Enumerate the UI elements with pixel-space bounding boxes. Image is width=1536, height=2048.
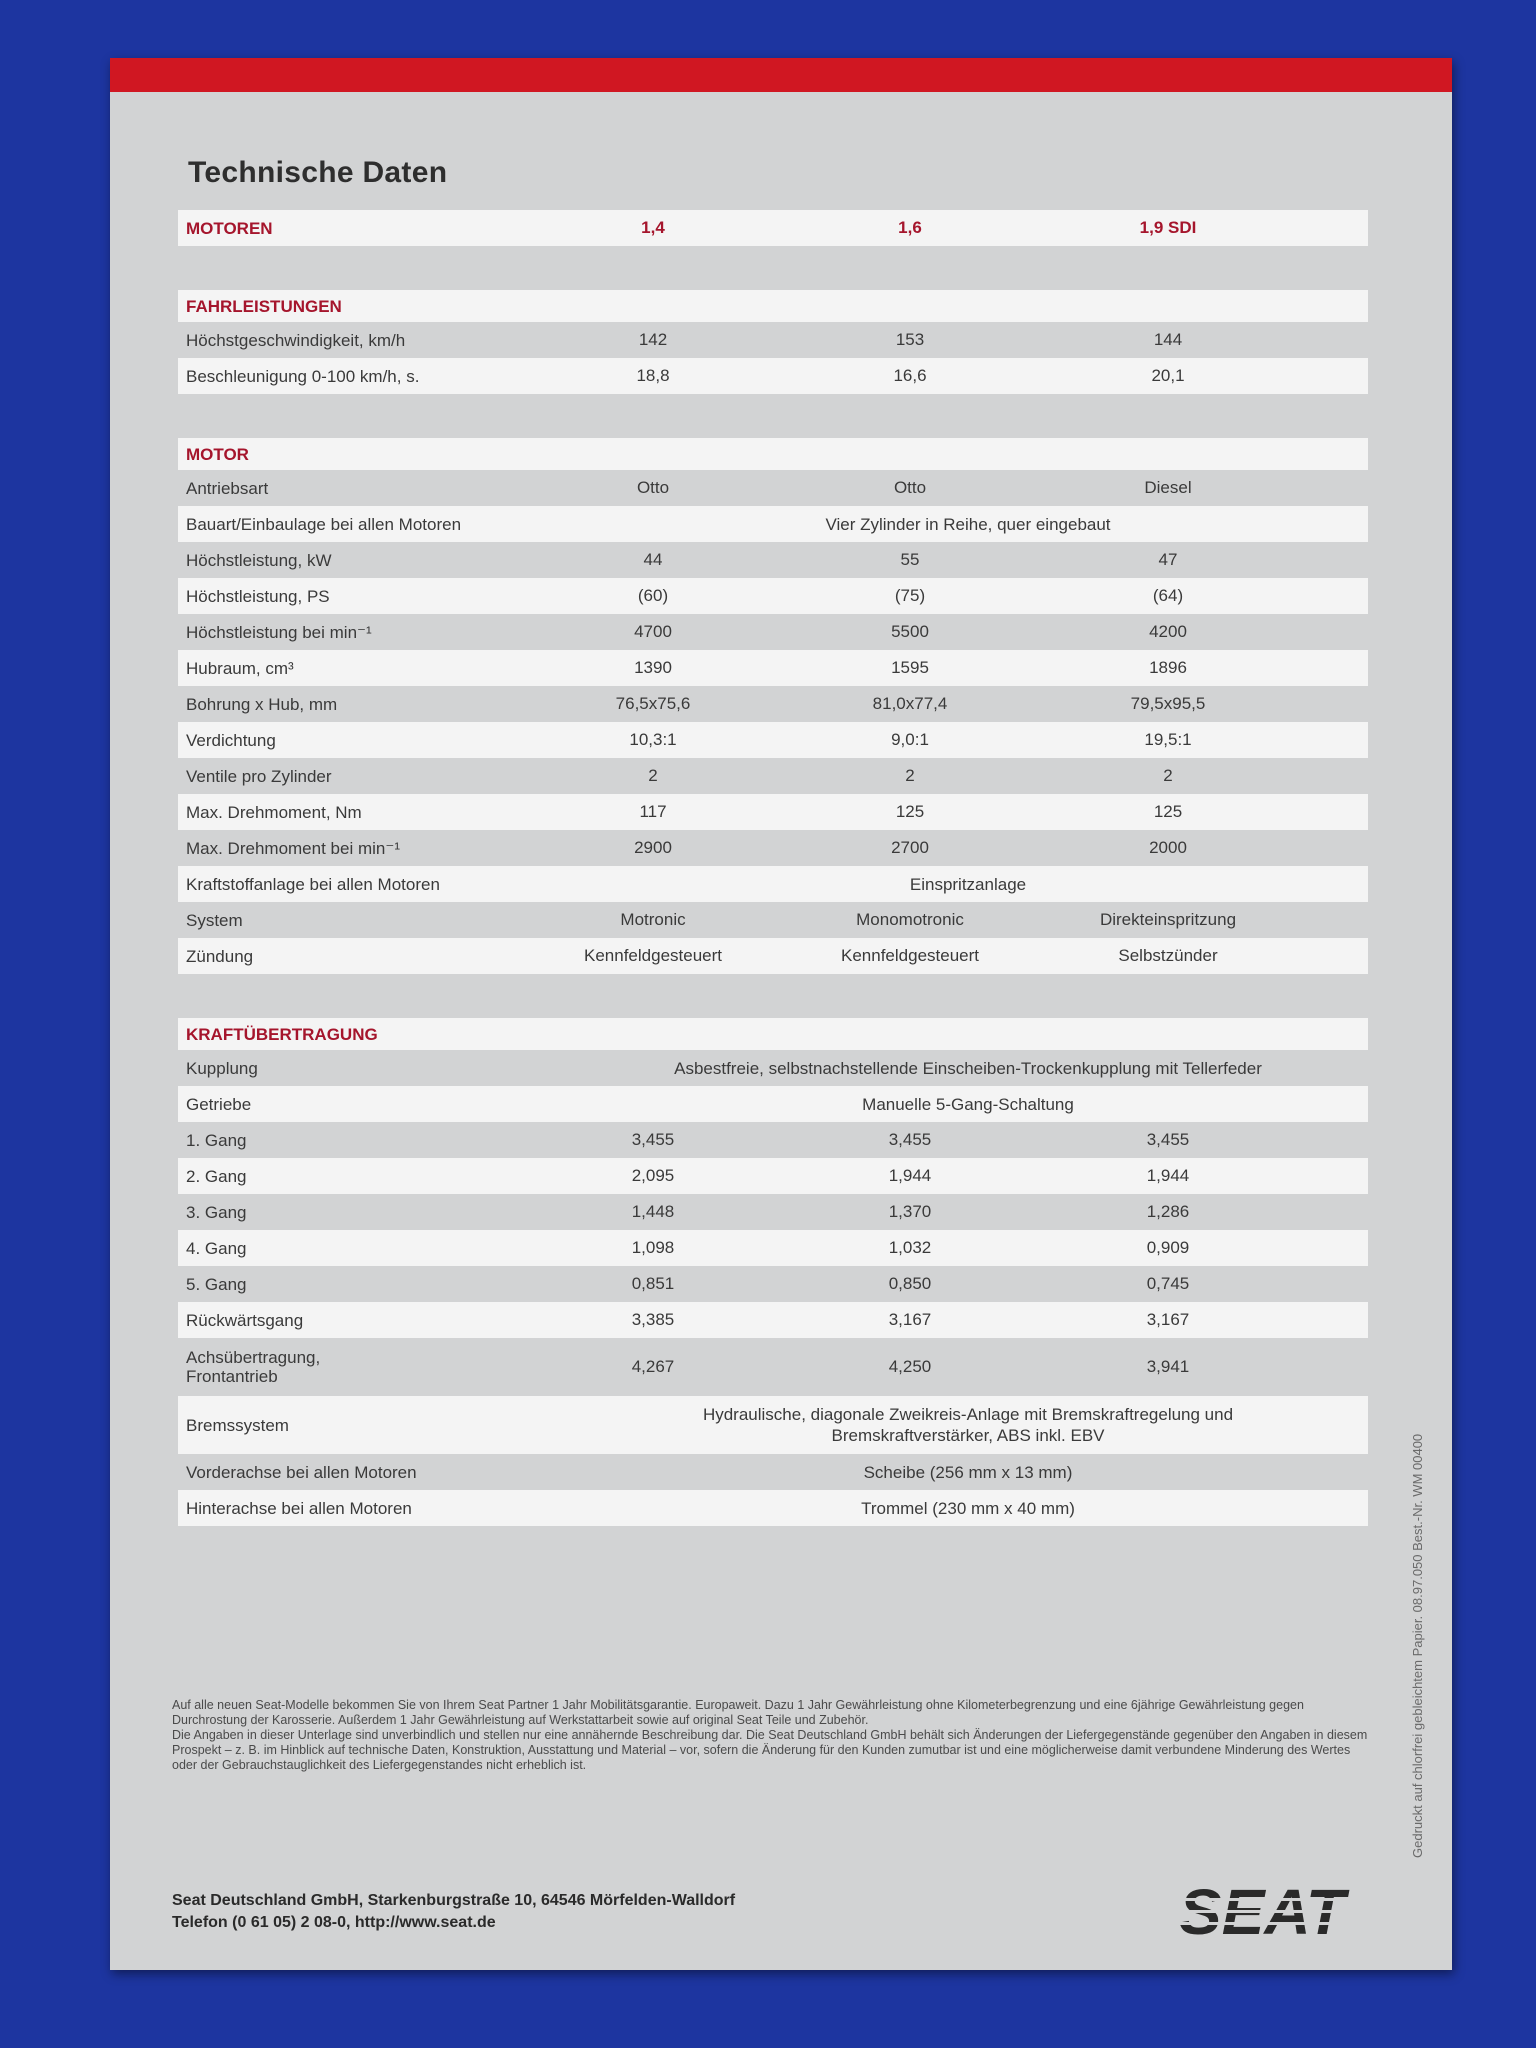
table-row: [178, 794, 1368, 830]
row-value-engine-2: 9,0:1: [891, 730, 929, 749]
row-value-engine-1: 10,3:1: [629, 730, 677, 749]
row-label-text: Antriebsart: [186, 478, 269, 498]
section-motor: [178, 438, 1368, 974]
table-row: [178, 650, 1368, 686]
table-row: [178, 1396, 1368, 1454]
row-value-engine-3: 4200: [1149, 622, 1187, 641]
row-value-engine-2: 2: [905, 766, 915, 785]
row-label-text: Höchstgeschwindigkeit, km/h: [186, 330, 406, 350]
section-fahrleistungen: [178, 290, 1368, 394]
row-value-engine-2: 1,944: [888, 1166, 932, 1185]
spec-table: [178, 210, 1368, 1526]
row-label-text: System: [186, 910, 243, 930]
row-value-engine-3: 2: [1163, 766, 1173, 785]
row-value-engine-3: Diesel: [1144, 478, 1192, 497]
row-value-engine-1: 1,098: [631, 1238, 675, 1257]
row-value-engine-3: 144: [1153, 330, 1183, 349]
row-label: [186, 1239, 586, 1258]
row-label-text: Bauart/Einbaulage bei allen Motoren: [186, 514, 462, 534]
table-row: [178, 506, 1368, 542]
row-label-text: Max. Drehmoment, Nm: [186, 802, 362, 822]
row-value-engine-2: (75): [894, 586, 926, 605]
row-value-engine-3: 20,1: [1151, 366, 1185, 385]
row-value-engine-3: 1896: [1149, 658, 1187, 677]
row-label-text: 5. Gang: [186, 1274, 247, 1294]
row-label: [186, 1095, 586, 1114]
row-value-engine-3: 3,167: [1146, 1310, 1190, 1329]
row-label-text: Ventile pro Zylinder: [186, 766, 332, 786]
row-label: [186, 695, 586, 714]
row-label: [186, 1499, 586, 1518]
table-row: [178, 1158, 1368, 1194]
row-value-engine-3: Direkteinspritzung: [1099, 910, 1237, 929]
seat-logo: [1142, 1880, 1382, 1940]
row-value-engine-3: 1,286: [1146, 1202, 1190, 1221]
table-row: [178, 1086, 1368, 1122]
row-value-engine-3: 19,5:1: [1144, 730, 1192, 749]
row-label: [186, 1131, 586, 1150]
row-value-engine-1: 44: [643, 550, 663, 569]
row-value-engine-3: 0,745: [1146, 1274, 1190, 1293]
table-row: [178, 866, 1368, 902]
table-row: [178, 1230, 1368, 1266]
row-label-text: Beschleunigung 0-100 km/h, s.: [186, 366, 420, 386]
page-title: Technische Daten: [188, 156, 448, 189]
row-label: [186, 911, 586, 930]
row-label: [186, 1275, 586, 1294]
row-value-all-engines: [578, 1404, 1358, 1446]
engines-label: MOTOREN: [186, 218, 273, 238]
row-value-text: Hydraulische, diagonale Zweikreis-Anlage mit Bremskraftregelung und: [702, 1405, 1234, 1424]
row-value-engine-1: 2900: [634, 838, 672, 857]
row-value-engine-3: Selbstzünder: [1118, 946, 1218, 965]
row-value-engine-2: 0,850: [888, 1274, 932, 1293]
row-value-text: Trommel (230 mm x 40 mm): [861, 1498, 1075, 1518]
legal-footnote: [172, 1698, 1372, 1773]
row-value-engine-3: 47: [1158, 550, 1178, 569]
row-value-all-engines: [578, 514, 1358, 535]
row-value-engine-1: (60): [637, 586, 669, 605]
address-line-2: Telefon (0 61 05) 2 08-0, http://www.seat.de: [172, 1914, 496, 1931]
row-label-text: Höchstleistung, kW: [186, 550, 332, 570]
row-label: [186, 1311, 586, 1330]
row-label: [186, 551, 586, 570]
row-value-engine-2: 4,250: [888, 1357, 932, 1376]
row-value-engine-1: 3,455: [631, 1130, 675, 1149]
row-label-text: 4. Gang: [186, 1238, 247, 1258]
row-value-engine-1: 0,851: [631, 1274, 675, 1293]
row-label-text: Hubraum, cm³: [186, 658, 294, 678]
row-label: [186, 659, 586, 678]
row-label-text: Rückwärtsgang: [186, 1310, 304, 1330]
row-value-engine-3: 3,455: [1146, 1130, 1190, 1149]
table-row: [178, 1266, 1368, 1302]
row-value-engine-1: 76,5x75,6: [615, 694, 691, 713]
row-label: [186, 839, 586, 858]
row-label: [186, 1059, 586, 1078]
row-value-engine-1: 4700: [634, 622, 672, 641]
table-row: [178, 1194, 1368, 1230]
row-value-engine-1: 117: [639, 802, 667, 821]
row-label-text: Getriebe: [186, 1094, 252, 1114]
row-label: [186, 1348, 586, 1386]
row-label-text: Max. Drehmoment bei min⁻¹: [186, 838, 400, 858]
row-label-text: 1. Gang: [186, 1130, 247, 1150]
row-value-engine-1: 4,267: [631, 1357, 675, 1376]
row-label: [186, 1416, 586, 1435]
row-label-text: 3. Gang: [186, 1202, 247, 1222]
row-value-text-2: Bremskraftverstärker, ABS inkl. EBV: [831, 1426, 1105, 1445]
row-value-all-engines: [578, 1498, 1358, 1519]
table-row: [178, 722, 1368, 758]
row-value-all-engines: [578, 1058, 1358, 1079]
row-value-engine-1: 2: [648, 766, 658, 785]
table-row: [178, 830, 1368, 866]
row-label-text-2: Frontantrieb: [186, 1367, 278, 1386]
row-label: [186, 947, 586, 966]
print-info-vertical: Gedruckt auf chlorfrei gebleichtem Papier. 08.97.050 Best.-Nr. WM 00400: [1410, 1433, 1425, 1858]
row-label: [186, 367, 586, 386]
row-value-text: Scheibe (256 mm x 13 mm): [863, 1462, 1073, 1482]
row-value-engine-2: 5500: [891, 622, 929, 641]
engines-header-row: [178, 210, 1368, 246]
row-value-engine-1: 1,448: [631, 1202, 675, 1221]
table-row: [178, 1490, 1368, 1526]
row-label: [186, 515, 586, 534]
footnote-disclaimer: Die Angaben in dieser Unterlage sind unverbindlich und stellen nur eine annähernde Beschreibung dar. Die Seat Deutschland GmbH behält sich Änderungen der Liefergegenstände gegenüber den Angaben in diesem Prospekt – z. B. im Hinblick auf technische Daten, Konstruktion, Ausstattung und Material – vor, sofern die Änderung für den Kunden zumutbar ist und eine möglicherweise damit verbundene Minderung des Wertes oder der Gebrauchstauglichkeit des Liefergegenstandes nicht erheblich ist.: [172, 1728, 1368, 1772]
row-value-engine-2: 16,6: [893, 366, 927, 385]
table-row: [178, 542, 1368, 578]
address-line-1: Seat Deutschland GmbH, Starkenburgstraße 10, 64546 Mörfelden-Walldorf: [172, 1892, 736, 1909]
row-value-engine-1: 3,385: [631, 1310, 675, 1329]
row-value-text: Vier Zylinder in Reihe, quer eingebaut: [825, 514, 1111, 534]
row-value-engine-1: 2,095: [631, 1166, 675, 1185]
row-value-engine-2: 1,032: [888, 1238, 932, 1257]
row-label-text: Bohrung x Hub, mm: [186, 694, 338, 714]
table-row: [178, 1338, 1368, 1396]
row-value-engine-1: Motronic: [620, 910, 686, 929]
row-value-engine-2: 3,167: [888, 1310, 932, 1329]
row-label: [186, 623, 586, 642]
row-value-engine-3: (64): [1152, 586, 1184, 605]
row-value-engine-1: Kennfeldgesteuert: [584, 946, 722, 965]
row-value-all-engines: [578, 1094, 1358, 1115]
row-value-engine-2: 153: [895, 330, 925, 349]
table-row: [178, 470, 1368, 506]
section-heading: [178, 1018, 1368, 1050]
row-label: [186, 1167, 586, 1186]
row-value-engine-2: 81,0x77,4: [872, 694, 948, 713]
row-value-text: Manuelle 5-Gang-Schaltung: [862, 1094, 1074, 1114]
engine-col-1: 1,4: [641, 218, 665, 237]
row-value-engine-2: Otto: [893, 478, 927, 497]
row-value-engine-3: 3,941: [1146, 1357, 1190, 1376]
row-label-text: Kupplung: [186, 1058, 258, 1078]
row-label-text: Bremssystem: [186, 1415, 289, 1435]
row-label-text: Hinterachse bei allen Motoren: [186, 1498, 412, 1518]
row-value-engine-3: 1,944: [1146, 1166, 1190, 1185]
row-label-text: Verdichtung: [186, 730, 276, 750]
footnote-warranty: Auf alle neuen Seat-Modelle bekommen Sie von Ihrem Seat Partner 1 Jahr Mobilitätsgarantie. Europaweit. Dazu 1 Jahr Gewährleistung ohne Kilometerbegrenzung und eine 6jährige Gewährleistung gegen Durchrostung der Karosserie. Außerdem 1 Jahr Gewährleistung auf Werkstattarbeit sowie auf original Seat Teile und Zubehör.: [172, 1698, 1304, 1727]
row-value-engine-2: 1595: [891, 658, 929, 677]
row-label: [186, 587, 586, 606]
section-kraftuebertragung: [178, 1018, 1368, 1526]
row-label: [186, 331, 586, 350]
table-row: [178, 358, 1368, 394]
table-row: [178, 1050, 1368, 1086]
row-value-engine-1: 18,8: [636, 366, 670, 385]
row-label-text: Zündung: [186, 946, 254, 966]
table-row: [178, 614, 1368, 650]
company-address: [172, 1890, 735, 1934]
row-label: [186, 875, 586, 894]
brochure-page: [110, 58, 1452, 1970]
row-label-text: Vorderachse bei allen Motoren: [186, 1462, 417, 1482]
row-label: [186, 1463, 586, 1482]
table-row: [178, 1454, 1368, 1490]
row-value-engine-2: 3,455: [888, 1130, 932, 1149]
row-value-engine-3: 125: [1153, 802, 1183, 821]
section-heading-label: FAHRLEISTUNGEN: [186, 296, 342, 316]
table-row: [178, 1122, 1368, 1158]
row-value-all-engines: [578, 874, 1358, 895]
row-value-engine-2: Monomotronic: [856, 910, 964, 929]
row-value-engine-1: 142: [638, 330, 668, 349]
row-value-engine-2: 125: [895, 802, 925, 821]
row-value-text: Einspritzanlage: [909, 874, 1027, 894]
row-value-all-engines: [578, 1462, 1358, 1483]
section-heading: [178, 290, 1368, 322]
row-value-engine-1: Otto: [636, 478, 670, 497]
row-value-engine-3: 0,909: [1146, 1238, 1190, 1257]
row-value-engine-3: 79,5x95,5: [1130, 694, 1206, 713]
row-label-text: Kraftstoffanlage bei allen Motoren: [186, 874, 440, 894]
engine-col-2: 1,6: [898, 218, 922, 237]
section-heading-label: KRAFTÜBERTRAGUNG: [186, 1024, 378, 1044]
row-value-engine-2: Kennfeldgesteuert: [841, 946, 979, 965]
row-label: [186, 803, 586, 822]
row-value-engine-3: 2000: [1149, 838, 1187, 857]
row-label-text: 2. Gang: [186, 1166, 247, 1186]
row-value-engine-2: 55: [900, 550, 920, 569]
row-value-text: Asbestfreie, selbstnachstellende Einscheiben-Trockenkupplung mit Tellerfeder: [674, 1058, 1262, 1078]
row-label-text: Achsübertragung,: [186, 1348, 321, 1367]
row-label: [186, 1203, 586, 1222]
row-value-engine-2: 2700: [891, 838, 929, 857]
table-row: [178, 686, 1368, 722]
section-heading: [178, 438, 1368, 470]
row-value-engine-1: 1390: [634, 658, 672, 677]
section-heading-label: MOTOR: [186, 444, 249, 464]
engine-col-3: 1,9 SDI: [1139, 218, 1197, 237]
row-label: [186, 767, 586, 786]
row-label: [186, 731, 586, 750]
red-top-bar: [110, 58, 1452, 92]
table-row: [178, 938, 1368, 974]
row-value-engine-2: 1,370: [888, 1202, 932, 1221]
table-row: [178, 902, 1368, 938]
row-label: [186, 479, 586, 498]
table-row: [178, 1302, 1368, 1338]
table-row: [178, 322, 1368, 358]
row-label-text: Höchstleistung, PS: [186, 586, 330, 606]
table-row: [178, 578, 1368, 614]
row-label-text: Höchstleistung bei min⁻¹: [186, 622, 372, 642]
table-row: [178, 758, 1368, 794]
